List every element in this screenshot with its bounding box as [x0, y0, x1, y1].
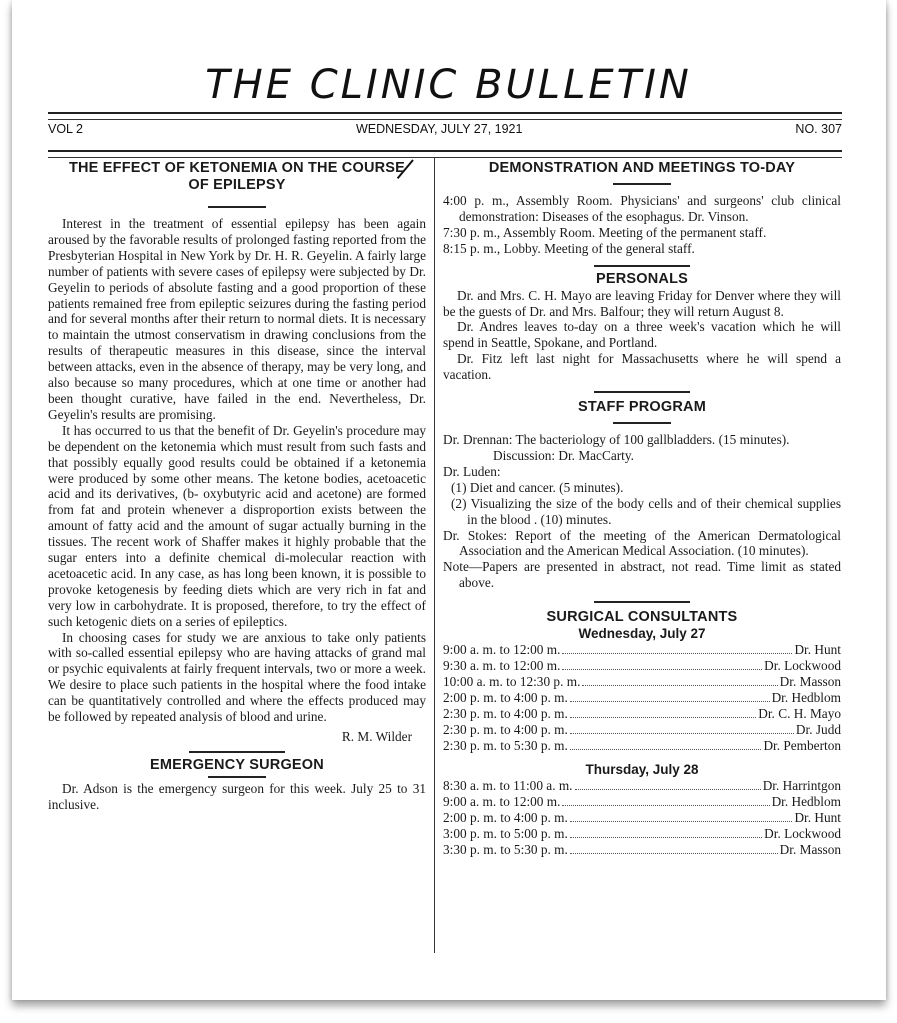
- leader-dots: [562, 804, 769, 806]
- consultant-row: [443, 810, 841, 826]
- consultants-title: SURGICAL CONSULTANTS: [546, 609, 738, 626]
- issue-date: WEDNESDAY, JULY 27, 1921: [355, 122, 523, 136]
- consultants-day-heading: Thursday, July 28: [585, 762, 699, 778]
- consultant-time: 9:00 a. m. to 12:00 m.: [443, 642, 561, 658]
- meeting-item: 8:15 p. m., Lobby. Meeting of the general staff.: [443, 240, 695, 256]
- program-luden-item: (1) Diet and cancer. (5 minutes).: [451, 479, 624, 495]
- meeting-item: 7:30 p. m., Assembly Room. Meeting of the permanent staff.: [443, 224, 767, 240]
- consultants-schedule: [443, 626, 841, 858]
- meetings-title: DEMONSTRATION AND MEETINGS TO-DAY: [488, 160, 796, 176]
- consultant-doctor: Dr. Hedblom: [771, 690, 841, 706]
- article-paragraph: In choosing cases for study we are anxious to take only patients with so-called essential epilepsy who are having attacks of grand mal or psychic equivalents at fairly frequent intervals, two or more a week. We desire to place such patients in the hospital where the food intake can be quantitatively controlled and where the effects produced may be followed by repeated analysis of blood and urine.: [48, 629, 426, 725]
- leader-dots: [570, 748, 762, 750]
- leader-dots: [570, 836, 762, 838]
- staff-program-title: STAFF PROGRAM: [578, 399, 706, 416]
- personals-title: PERSONALS: [595, 270, 689, 287]
- program-note: Note—Papers are presented in abstract, not read. Time limit as stated above.: [443, 559, 841, 591]
- leader-dots: [562, 668, 762, 670]
- leader-dots: [562, 652, 792, 654]
- program-stokes: Dr. Stokes: Report of the meeting of the American Dermatological Association and the American Medical Association. (10 minutes).: [443, 527, 841, 559]
- consultant-doctor: Dr. Masson: [779, 842, 841, 858]
- personal-item: Dr. Fitz left last night for Massachusetts where he will spend a vacation.: [443, 351, 841, 383]
- section-rule: [189, 751, 285, 753]
- section-rule: [613, 422, 671, 424]
- program-discussion: Discussion: Dr. MacCarty.: [493, 447, 634, 463]
- consultant-time: 10:00 a. m. to 12:30 p. m.: [443, 674, 581, 690]
- leader-dots: [570, 820, 793, 822]
- consultant-time: 2:30 p. m. to 5:30 p. m.: [443, 738, 568, 754]
- consultant-time: 3:30 p. m. to 5:30 p. m.: [443, 842, 568, 858]
- meeting-item: 4:00 p. m., Assembly Room. Physicians' and surgeons' club clinical demonstration: Diseases of the esophagus. Dr. Vinson.: [443, 193, 841, 224]
- section-rule: [594, 391, 690, 393]
- consultant-row: [443, 722, 841, 738]
- section-rule: [594, 265, 690, 267]
- program-luden-item: (2) Visualizing the size of the body cells and of their chemical supplies in the blood . (10) minutes.: [451, 495, 841, 527]
- consultant-time: 2:30 p. m. to 4:00 p. m.: [443, 722, 568, 738]
- personal-item: Dr. Andres leaves to-day on a three week's vacation which he will spend in Seattle, Spokane, and Portland.: [443, 319, 841, 351]
- consultant-doctor: Dr. Pemberton: [763, 738, 841, 754]
- article-paragraph: Interest in the treatment of essential epilepsy has been again aroused by the favorable results of prolonged fasting reported from the Presbyterian Hospital in New York by Dr. H. R. Geyelin. A fairly large number of patients with severe cases of epilepsy were subjected by Dr. Geyelin to periods of absolute fasting and a good proportion of these patients remained free from epileptic seizures during the fasting period and for several months after their return to normal diets. It is necessary to maintain the utmost conservatism in drawing conclusions from the results of therapeutic measures in this disease, since the interval between attacks, even in the absence of therapy, may be very long, and also because so many procedures, which at one time or another had been thought curative, have failed in the end. Nevertheless, Dr. Geyelin's results are promising.: [48, 216, 426, 422]
- masthead-title: THE CLINIC BULLETIN: [205, 62, 692, 108]
- consultant-time: 8:30 a. m. to 11:00 a. m.: [443, 778, 573, 794]
- article-signature: R. M. Wilder: [341, 729, 412, 744]
- volume-label: VOL 2: [48, 122, 83, 136]
- consultant-row: [443, 738, 841, 754]
- section-rule: [208, 776, 266, 778]
- column-divider: [434, 158, 435, 953]
- title-rule: [208, 206, 266, 208]
- leader-dots: [570, 732, 794, 734]
- dateline: [48, 122, 842, 136]
- consultant-doctor: Dr. C. H. Mayo: [758, 706, 841, 722]
- article-paragraph: It has occurred to us that the benefit of Dr. Geyelin's procedure may be dependent on the ketonemia which must result from such fasts and that possibly equally good results could be obtained if a ketonemia were produced by some other means. The ketone bodies, acetoacetic acid and its derivatives, (b- oxybutyric acid and acetone) are formed from fat and protein whenever a disproportion exists between the amount of fatty acid and the amount of sugar actually burning in the tissues. The recent work of Shaffer makes it highly probable that the sugar enters into a definite chemical di-molecular reaction with acetoacetic acid. In any case, as has long been known, it is possible to provoke ketogenesis by feeding diets which are very rich in fat and very low in carbohydrate. It is proposed, therefore, to try the effect of such ketogenic diets on a series of epileptics.: [48, 422, 426, 629]
- program-luden: Dr. Luden:: [443, 463, 501, 479]
- leader-dots: [582, 684, 777, 686]
- consultant-row: [443, 642, 841, 658]
- consultant-row: [443, 658, 841, 674]
- program-drennan: Dr. Drennan: The bacteriology of 100 gallbladders. (15 minutes).: [443, 432, 790, 448]
- consultant-row: [443, 690, 841, 706]
- consultant-row: [443, 706, 841, 722]
- consultant-doctor: Dr. Masson: [779, 674, 841, 690]
- consultant-row: [443, 778, 841, 794]
- consultant-time: 9:00 a. m. to 12:00 m.: [443, 794, 561, 810]
- leader-dots: [570, 716, 756, 718]
- consultant-time: 2:30 p. m. to 4:00 p. m.: [443, 706, 568, 722]
- emergency-title: EMERGENCY SURGEON: [150, 756, 324, 773]
- consultant-time: 9:30 a. m. to 12:00 m.: [443, 658, 561, 674]
- consultant-doctor: Dr. Lockwood: [764, 826, 841, 842]
- leader-dots: [570, 852, 778, 854]
- personal-item: Dr. and Mrs. C. H. Mayo are leaving Friday for Denver where they will be the guests of Dr. and Mrs. Balfour; they will return August 8.: [443, 287, 841, 319]
- right-column: [443, 160, 841, 858]
- consultant-time: 2:00 p. m. to 4:00 p. m.: [443, 690, 568, 706]
- leader-dots: [570, 700, 770, 702]
- consultant-doctor: Dr. Hunt: [794, 810, 841, 826]
- left-column: [48, 160, 426, 813]
- issue-number: NO. 307: [795, 122, 842, 136]
- emergency-text: Dr. Adson is the emergency surgeon for this week. July 25 to 31 inclusive.: [48, 780, 426, 812]
- consultant-doctor: Dr. Lockwood: [764, 658, 841, 674]
- consultant-doctor: Dr. Harrintgon: [762, 778, 841, 794]
- masthead-rule-top: [48, 112, 842, 120]
- consultant-row: [443, 842, 841, 858]
- consultant-doctor: Dr. Hedblom: [771, 794, 841, 810]
- consultant-doctor: Dr. Judd: [795, 722, 841, 738]
- consultant-row: [443, 826, 841, 842]
- consultant-doctor: Dr. Hunt: [794, 642, 841, 658]
- article-title: THE EFFECT OF KETONEMIA ON THE COURSE OF EPILEPSY: [68, 160, 406, 193]
- leader-dots: [575, 788, 761, 790]
- section-rule: [613, 183, 671, 185]
- consultant-time: 3:00 p. m. to 5:00 p. m.: [443, 826, 568, 842]
- masthead-rule-bottom: [48, 150, 842, 158]
- consultant-row: [443, 794, 841, 810]
- consultant-row: [443, 674, 841, 690]
- section-rule: [594, 601, 690, 603]
- consultant-time: 2:00 p. m. to 4:00 p. m.: [443, 810, 568, 826]
- consultants-day-heading: Wednesday, July 27: [578, 626, 706, 642]
